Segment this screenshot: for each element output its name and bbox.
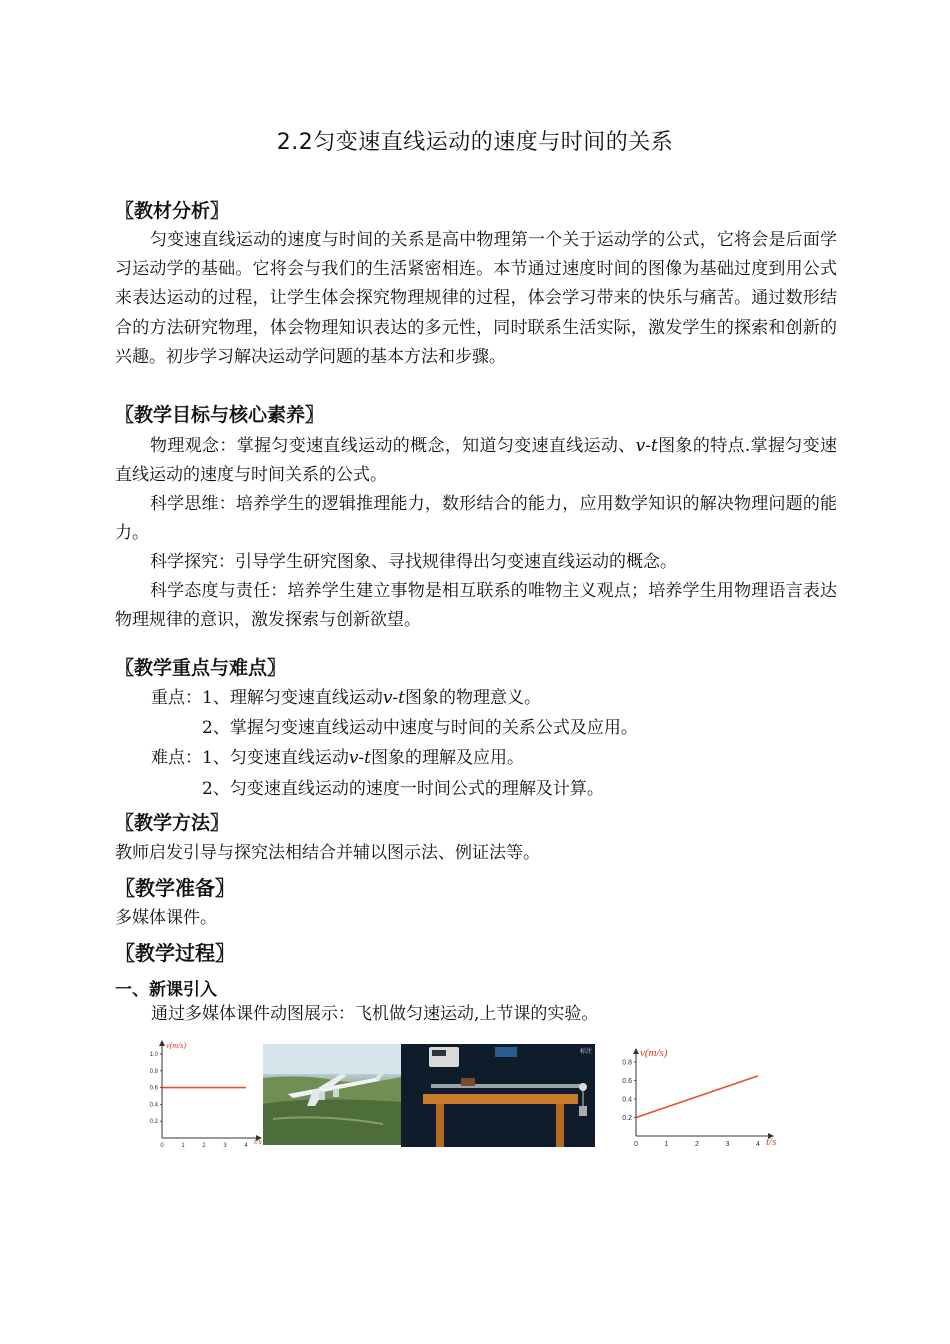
x-tick-label: 2 [695,1141,699,1148]
x-tick-label: 4 [756,1141,760,1148]
goals-p1-text-a: 物理观念：掌握匀变速直线运动的概念，知道匀变速直线运动、 [150,436,636,456]
difficulty-1-text-b: 图象的理解及应用。 [371,748,525,768]
goals-paragraph-inquiry: 科学探究：引导学生研究图象、寻找规律得出匀变速直线运动的概念。 [150,552,677,572]
x-tick-label: 4 [244,1143,248,1148]
goals-paragraph-physics-concept [115,432,837,490]
keypoint-2: 2、掌握匀变速直线运动中速度与时间的关系公式及应用。 [202,718,638,738]
analysis-paragraph: 匀变速直线运动的速度与时间的关系是高中物理第一个关于运动学的公式，它将会是后面学习运动学的基础。它将会与我们的生活紧密相连。本节通过速度时间的图像为基础过度到用公式来表达运动的过程，让学生体会探究物理规律的过程，体会学习带来的快乐与痛苦。通过数形结合的方法研究物理，体会物理知识表达的多元性，同时联系生活实际，激发学生的探索和创新的兴趣。初步学习解决运动学问题的基本方法和步骤。 [115,230,837,367]
x-tick-label: 3 [223,1143,227,1148]
lab-bench-illustration [401,1044,595,1147]
lab-experiment-photo [401,1044,595,1147]
lab-photo-label: 标注 [579,1048,592,1055]
keypoint-1-text-a: 重点：1、理解匀变速直线运动 [151,688,383,708]
prep-text: 多媒体课件。 [115,908,217,928]
goals-paragraph-attitude: 科学态度与责任：培养学生建立事物是相互联系的唯物主义观点；培养学生用物理语言表达物理规律的意识，激发探索与创新欲望。 [115,581,837,631]
section-heading-method: 〖教学方法〗 [115,812,230,834]
series-line [636,1076,758,1118]
subsection-new-lesson-intro: 一、新课引入 [115,980,217,1000]
difficulty-2: 2、匀变速直线运动的速度一时间公式的理解及计算。 [202,779,604,799]
x-tick-label: 1 [664,1141,669,1148]
y-tick-label: 0.4 [149,1102,158,1109]
y-tick-label: 1.0 [149,1052,158,1058]
y-tick-label: 0.8 [149,1068,158,1075]
goals-p1-vt: v-t [635,436,658,456]
keypoint-1-text-b: 图象的物理意义。 [405,688,542,708]
keypoint-1 [151,686,541,710]
x-tick-label: 0 [160,1143,164,1148]
goals-p1-text-b: 图象的特点.掌握匀变速直线运动的速度与时间关系的公式。 [115,436,837,486]
y-axis-label: v(m/s) [166,1041,186,1050]
y-tick-label: 0.6 [622,1077,632,1085]
y-tick-label: 0.2 [149,1119,158,1126]
x-tick-label: 1 [181,1143,185,1148]
y-axis-label: v(m/s) [640,1047,668,1059]
y-axis-arrow [633,1048,639,1054]
page-title: 2.2匀变速直线运动的速度与时间的关系 [276,130,674,155]
x-tick-label: 0 [634,1141,638,1148]
section-heading-keypoints: 〖教学重点与难点〗 [115,657,287,679]
y-tick-label: 0.4 [622,1096,632,1104]
y-axis-arrow [159,1040,165,1046]
y-tick-label: 0.8 [622,1059,632,1067]
x-axis-label: t/s [254,1137,262,1146]
y-tick-label: 0.6 [149,1085,158,1092]
difficulty-1-vt: v-t [348,748,372,768]
x-tick-label: 2 [202,1143,206,1148]
method-text: 教师启发引导与探究法相结合并辅以图示法、例证法等。 [115,843,540,863]
x-tick-label: 3 [725,1141,730,1148]
section-heading-process: 〖教学过程〗 [115,941,235,965]
section-heading-goals: 〖教学目标与核心素养〗 [115,404,325,426]
vt-chart-uniform [146,1032,268,1148]
difficulty-1 [151,746,524,770]
y-tick-label: 0.2 [622,1114,632,1122]
keypoint-1-vt: v-t [382,688,406,708]
x-axis-label: t/s [766,1136,777,1148]
airplane-illustration [263,1044,401,1145]
intro-text: 通过多媒体课件动图展示：飞机做匀速运动,上节课的实验。 [151,1004,599,1024]
airplane-photo [263,1044,401,1145]
goals-paragraph-thinking: 科学思维：培养学生的逻辑推理能力，数形结合的能力，应用数学知识的解决物理问题的能力。 [115,494,837,544]
section-heading-prep: 〖教学准备〗 [115,876,235,900]
section-heading-analysis: 〖教材分析〗 [115,200,230,222]
difficulty-1-text-a: 难点：1、匀变速直线运动 [151,748,349,768]
vt-chart-accelerated [610,1044,785,1150]
